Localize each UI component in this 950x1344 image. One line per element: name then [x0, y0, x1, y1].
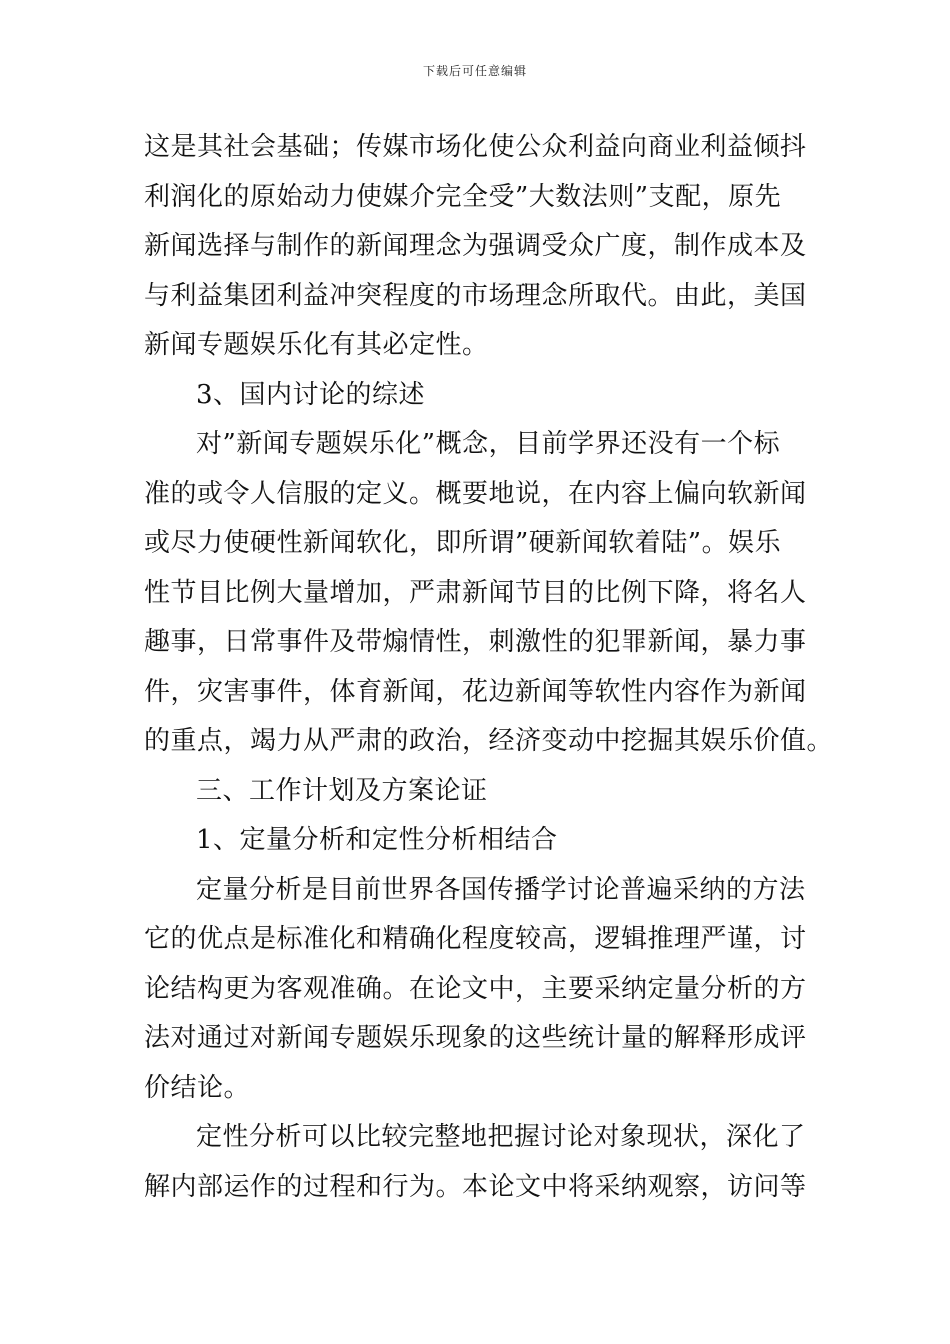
text-line: 它的优点是标准化和精确化程度较高，逻辑推理严谨，讨	[144, 924, 807, 954]
text-line: 定性分析可以比较完整地把握讨论对象现状，深化了	[196, 1122, 806, 1152]
text-line: 这是其社会基础；传媒市场化使公众利益向商业利益倾抖	[144, 132, 807, 162]
text-line: 准的或令人信服的定义。概要地说，在内容上偏向软新闻	[144, 478, 807, 509]
text-line: 新闻专题娱乐化有其必定性。	[144, 330, 489, 360]
text-line: 或尽力使硬性新闻软化，即所谓”硬新闻软着陆”。娱乐	[144, 528, 782, 558]
text-line: 解内部运作的过程和行为。本论文中将采纳观察，访问等	[144, 1171, 807, 1202]
text-line: 法对通过对新闻专题娱乐现象的这些统计量的解释形成评	[144, 1023, 807, 1053]
text-line: 趣事，日常事件及带煽情性，刺激性的犯罪新闻，暴力事	[144, 627, 807, 657]
text-line: 件，灾害事件，体育新闻，花边新闻等软性内容作为新闻	[144, 676, 807, 707]
text-line: 与利益集团利益冲突程度的市场理念所取代。由此，美国	[144, 280, 807, 311]
text-line: 价结论。	[144, 1072, 251, 1103]
document-body	[144, 123, 834, 1212]
text-line: 新闻选择与制作的新闻理念为强调受众广度，制作成本及	[144, 231, 807, 261]
text-line: 对”新闻专题娱乐化”概念，目前学界还没有一个标	[196, 429, 781, 459]
text-line: 定量分析是目前世界各国传播学讨论普遍采纳的方法	[196, 874, 806, 905]
section-heading: 三、工作计划及方案论证	[196, 775, 488, 806]
header-note: 下载后可任意编辑	[422, 64, 527, 78]
text-line: 的重点，竭力从严肃的政治，经济变动中挖掘其娱乐价值。	[144, 726, 834, 756]
section-heading: 3、国内讨论的综述	[196, 379, 426, 410]
text-line: 性节目比例大量增加，严肃新闻节目的比例下降，将名人	[144, 577, 807, 608]
text-line: 利润化的原始动力使媒介完全受”大数法则”支配，原先	[144, 181, 782, 212]
section-heading: 1、定量分析和定性分析相结合	[196, 825, 558, 855]
text-line: 论结构更为客观准确。在论文中，主要采纳定量分析的方	[144, 973, 807, 1004]
